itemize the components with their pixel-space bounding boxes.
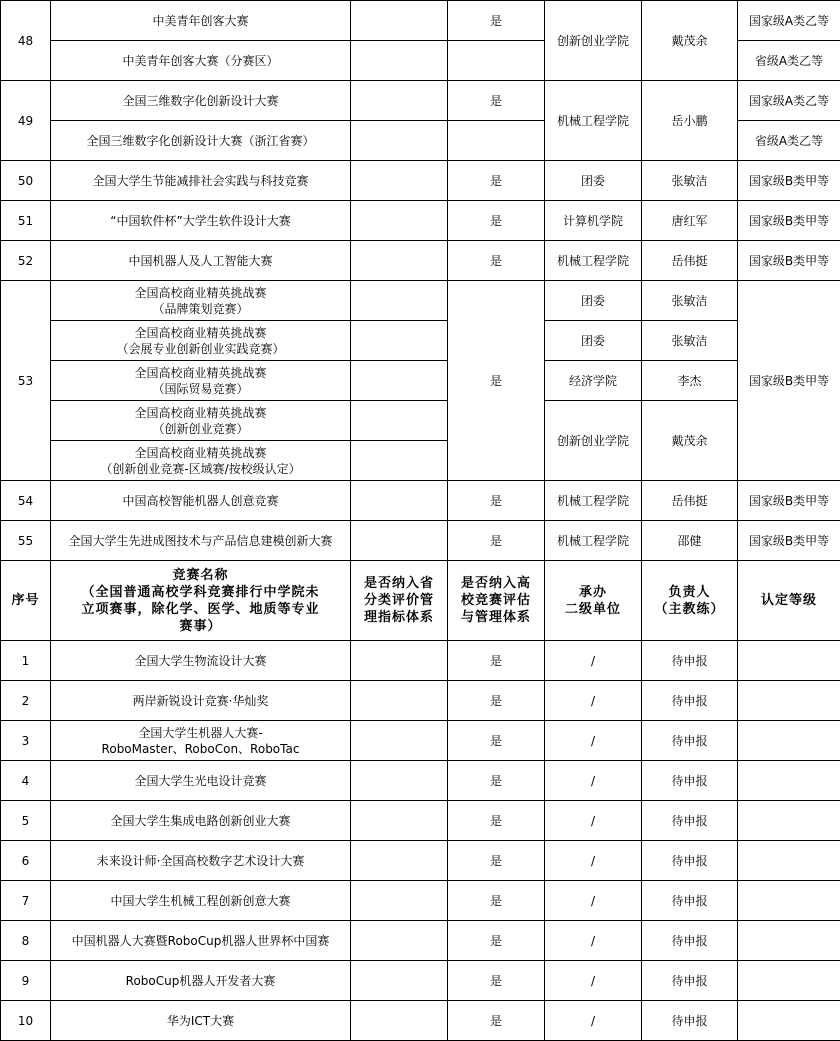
provincial-cell	[351, 321, 448, 361]
host-unit: /	[545, 761, 642, 801]
level-cell	[738, 1001, 840, 1041]
header-host-unit	[545, 561, 642, 641]
provincial-cell	[351, 641, 448, 681]
included-cell: 是	[448, 761, 545, 801]
header-line: 竞赛名称	[172, 567, 229, 583]
host-unit: 创新创业学院	[545, 1, 642, 81]
provincial-cell	[351, 521, 448, 561]
table-row	[1, 761, 840, 801]
competition-name: 全国三维数字化创新设计大赛	[51, 81, 351, 121]
header-provincial	[351, 561, 448, 641]
competition-name: 全国大学生集成电路创新创业大赛	[51, 801, 351, 841]
table-row	[1, 281, 840, 321]
table-row	[1, 961, 840, 1001]
level-cell: 省级A类乙等	[738, 41, 840, 81]
host-unit: 机械工程学院	[545, 481, 642, 521]
row-number: 1	[1, 641, 51, 681]
included-cell: 是	[448, 801, 545, 841]
table-row	[1, 81, 840, 121]
included-cell	[448, 121, 545, 161]
competition-name: 全国大学生先进成图技术与产品信息建模创新大赛	[51, 521, 351, 561]
competition-name	[51, 361, 351, 401]
host-unit: /	[545, 721, 642, 761]
competition-name: 全国大学生物流设计大赛	[51, 641, 351, 681]
header-line: 与管理体系	[460, 610, 531, 625]
header-line: 二级单位	[564, 601, 621, 617]
name-line-2: （品牌策划竞赛）	[152, 301, 249, 316]
competition-name	[51, 321, 351, 361]
header-line: 是否纳入高	[460, 576, 531, 591]
person-in-charge: 待申报	[642, 681, 738, 721]
included-cell: 是	[448, 921, 545, 961]
host-unit: 创新创业学院	[545, 401, 642, 481]
competition-name: 中国机器人大赛暨RoboCup机器人世界杯中国赛	[51, 921, 351, 961]
name-line-1: 全国高校商业精英挑战赛	[134, 365, 267, 380]
person-in-charge: 张敏洁	[642, 321, 738, 361]
section-header-row	[1, 561, 840, 641]
provincial-cell	[351, 121, 448, 161]
name-line-1: 全国高校商业精英挑战赛	[134, 285, 267, 300]
provincial-cell	[351, 41, 448, 81]
host-unit: /	[545, 921, 642, 961]
competition-name	[51, 401, 351, 441]
header-person	[642, 561, 738, 641]
host-unit: 团委	[545, 281, 642, 321]
competition-name: 全国大学生节能减排社会实践与科技竞赛	[51, 161, 351, 201]
provincial-cell	[351, 1, 448, 41]
competition-name	[51, 281, 351, 321]
name-line-1: 全国高校商业精英挑战赛	[134, 405, 267, 420]
person-in-charge: 唐红军	[642, 201, 738, 241]
name-line-2: （国际贸易竞赛）	[152, 381, 249, 396]
level-cell	[738, 841, 840, 881]
table-row	[1, 1, 840, 41]
name-line-2: （创新创业竞赛-区域赛/按校级认定）	[100, 461, 301, 476]
provincial-cell	[351, 761, 448, 801]
provincial-cell	[351, 681, 448, 721]
competition-name	[51, 441, 351, 481]
competition-name: 全国三维数字化创新设计大赛（浙江省赛）	[51, 121, 351, 161]
person-in-charge: 李杰	[642, 361, 738, 401]
name-line-2: RoboMaster、RoboCon、RoboTac	[101, 741, 300, 756]
level-cell	[738, 721, 840, 761]
competition-name: 中国机器人及人工智能大赛	[51, 241, 351, 281]
host-unit: 机械工程学院	[545, 241, 642, 281]
provincial-cell	[351, 801, 448, 841]
person-in-charge: 待申报	[642, 921, 738, 961]
competition-name: 未来设计师·全国高校数字艺术设计大赛	[51, 841, 351, 881]
person-in-charge: 待申报	[642, 1001, 738, 1041]
competition-name	[51, 721, 351, 761]
row-number: 53	[1, 281, 51, 481]
included-cell: 是	[448, 721, 545, 761]
table-row	[1, 161, 840, 201]
table-row	[1, 521, 840, 561]
level-cell	[738, 881, 840, 921]
row-number: 10	[1, 1001, 51, 1041]
competition-name: 中美青年创客大赛	[51, 1, 351, 41]
table-row	[1, 881, 840, 921]
person-in-charge: 岳伟挺	[642, 481, 738, 521]
level-cell	[738, 921, 840, 961]
person-in-charge: 待申报	[642, 801, 738, 841]
host-unit: 机械工程学院	[545, 521, 642, 561]
included-cell: 是	[448, 641, 545, 681]
row-number: 50	[1, 161, 51, 201]
header-line: 承办	[578, 584, 607, 600]
included-cell: 是	[448, 1001, 545, 1041]
competition-name: 中国高校智能机器人创意竞赛	[51, 481, 351, 521]
person-in-charge: 待申报	[642, 721, 738, 761]
header-competition-name	[51, 561, 351, 641]
level-cell: 国家级A类乙等	[738, 81, 840, 121]
person-in-charge: 岳小鹏	[642, 81, 738, 161]
included-cell: 是	[448, 961, 545, 1001]
person-in-charge: 戴茂余	[642, 401, 738, 481]
host-unit: /	[545, 881, 642, 921]
provincial-cell	[351, 921, 448, 961]
provincial-cell	[351, 81, 448, 121]
table-row	[1, 481, 840, 521]
level-cell: 国家级B类甲等	[738, 521, 840, 561]
person-in-charge: 张敏洁	[642, 161, 738, 201]
person-in-charge: 待申报	[642, 841, 738, 881]
table-row	[1, 721, 840, 761]
name-line-1: 全国高校商业精英挑战赛	[134, 445, 267, 460]
table-row	[1, 201, 840, 241]
included-cell: 是	[448, 201, 545, 241]
row-number: 49	[1, 81, 51, 161]
included-cell: 是	[448, 881, 545, 921]
row-number: 7	[1, 881, 51, 921]
header-line: 是否纳入省	[363, 576, 434, 591]
provincial-cell	[351, 281, 448, 321]
name-line-1: 全国高校商业精英挑战赛	[134, 325, 267, 340]
included-cell: 是	[448, 81, 545, 121]
provincial-cell	[351, 721, 448, 761]
header-national	[448, 561, 545, 641]
level-cell	[738, 761, 840, 801]
host-unit: /	[545, 801, 642, 841]
host-unit: /	[545, 841, 642, 881]
header-level: 认定等级	[738, 561, 840, 641]
header-number: 序号	[1, 561, 51, 641]
provincial-cell	[351, 161, 448, 201]
row-number: 8	[1, 921, 51, 961]
host-unit: 经济学院	[545, 361, 642, 401]
provincial-cell	[351, 401, 448, 441]
table-row	[1, 241, 840, 281]
table-row	[1, 641, 840, 681]
header-line: 分类评价管	[363, 593, 434, 608]
row-number: 2	[1, 681, 51, 721]
header-line: 校竞赛评估	[460, 593, 531, 608]
table-row	[1, 801, 840, 841]
level-cell: 国家级A类乙等	[738, 1, 840, 41]
competition-name: 中国大学生机械工程创新创意大赛	[51, 881, 351, 921]
competition-name: “中国软件杯”大学生软件设计大赛	[51, 201, 351, 241]
level-cell: 国家级B类甲等	[738, 481, 840, 521]
table-row	[1, 321, 840, 361]
level-cell: 国家级B类甲等	[738, 161, 840, 201]
person-in-charge: 待申报	[642, 881, 738, 921]
level-cell: 国家级B类甲等	[738, 201, 840, 241]
header-line: 理指标体系	[363, 610, 434, 625]
row-number: 4	[1, 761, 51, 801]
row-number: 51	[1, 201, 51, 241]
host-unit: /	[545, 961, 642, 1001]
provincial-cell	[351, 881, 448, 921]
included-cell: 是	[448, 281, 545, 481]
person-in-charge: 邵健	[642, 521, 738, 561]
row-number: 3	[1, 721, 51, 761]
person-in-charge: 待申报	[642, 961, 738, 1001]
header-line: 立项赛事，除化学、医学、地质等专业	[81, 601, 320, 617]
header-line: 负责人	[668, 584, 711, 600]
competition-name: 中美青年创客大赛（分赛区）	[51, 41, 351, 81]
row-number: 55	[1, 521, 51, 561]
included-cell: 是	[448, 481, 545, 521]
level-cell	[738, 961, 840, 1001]
included-cell: 是	[448, 521, 545, 561]
included-cell: 是	[448, 681, 545, 721]
host-unit: 团委	[545, 161, 642, 201]
included-cell: 是	[448, 241, 545, 281]
name-line-1: 全国大学生机器人大赛-	[138, 725, 263, 740]
provincial-cell	[351, 481, 448, 521]
row-number: 48	[1, 1, 51, 81]
header-line: （全国普通高校学科竞赛排行中学院未	[81, 584, 320, 600]
provincial-cell	[351, 1001, 448, 1041]
competition-name: 全国大学生光电设计竞赛	[51, 761, 351, 801]
included-cell: 是	[448, 1, 545, 41]
table-row	[1, 1001, 840, 1041]
row-number: 9	[1, 961, 51, 1001]
level-cell	[738, 641, 840, 681]
host-unit: 机械工程学院	[545, 81, 642, 161]
table-row	[1, 681, 840, 721]
table-row	[1, 401, 840, 441]
provincial-cell	[351, 241, 448, 281]
header-line: 赛事）	[179, 618, 222, 634]
provincial-cell	[351, 961, 448, 1001]
name-line-2: （创新创业竞赛）	[152, 421, 249, 436]
competition-name: RoboCup机器人开发者大赛	[51, 961, 351, 1001]
table-row	[1, 361, 840, 401]
competition-name: 华为ICT大赛	[51, 1001, 351, 1041]
provincial-cell	[351, 441, 448, 481]
row-number: 54	[1, 481, 51, 521]
person-in-charge: 戴茂余	[642, 1, 738, 81]
header-line: （主教练）	[654, 601, 725, 617]
level-cell	[738, 681, 840, 721]
person-in-charge: 岳伟挺	[642, 241, 738, 281]
table-row	[1, 921, 840, 961]
competition-name: 两岸新锐设计竞赛·华灿奖	[51, 681, 351, 721]
name-line-2: （会展专业创新创业实践竞赛）	[116, 341, 285, 356]
host-unit: /	[545, 1001, 642, 1041]
level-cell: 国家级B类甲等	[738, 241, 840, 281]
provincial-cell	[351, 201, 448, 241]
table-row	[1, 841, 840, 881]
level-cell: 国家级B类甲等	[738, 281, 840, 481]
person-in-charge: 待申报	[642, 761, 738, 801]
person-in-charge: 待申报	[642, 641, 738, 681]
host-unit: /	[545, 681, 642, 721]
row-number: 5	[1, 801, 51, 841]
provincial-cell	[351, 361, 448, 401]
row-number: 52	[1, 241, 51, 281]
row-number: 6	[1, 841, 51, 881]
host-unit: /	[545, 641, 642, 681]
host-unit: 计算机学院	[545, 201, 642, 241]
provincial-cell	[351, 841, 448, 881]
level-cell	[738, 801, 840, 841]
level-cell: 省级A类乙等	[738, 121, 840, 161]
included-cell: 是	[448, 161, 545, 201]
included-cell: 是	[448, 841, 545, 881]
included-cell	[448, 41, 545, 81]
person-in-charge: 张敏洁	[642, 281, 738, 321]
host-unit: 团委	[545, 321, 642, 361]
